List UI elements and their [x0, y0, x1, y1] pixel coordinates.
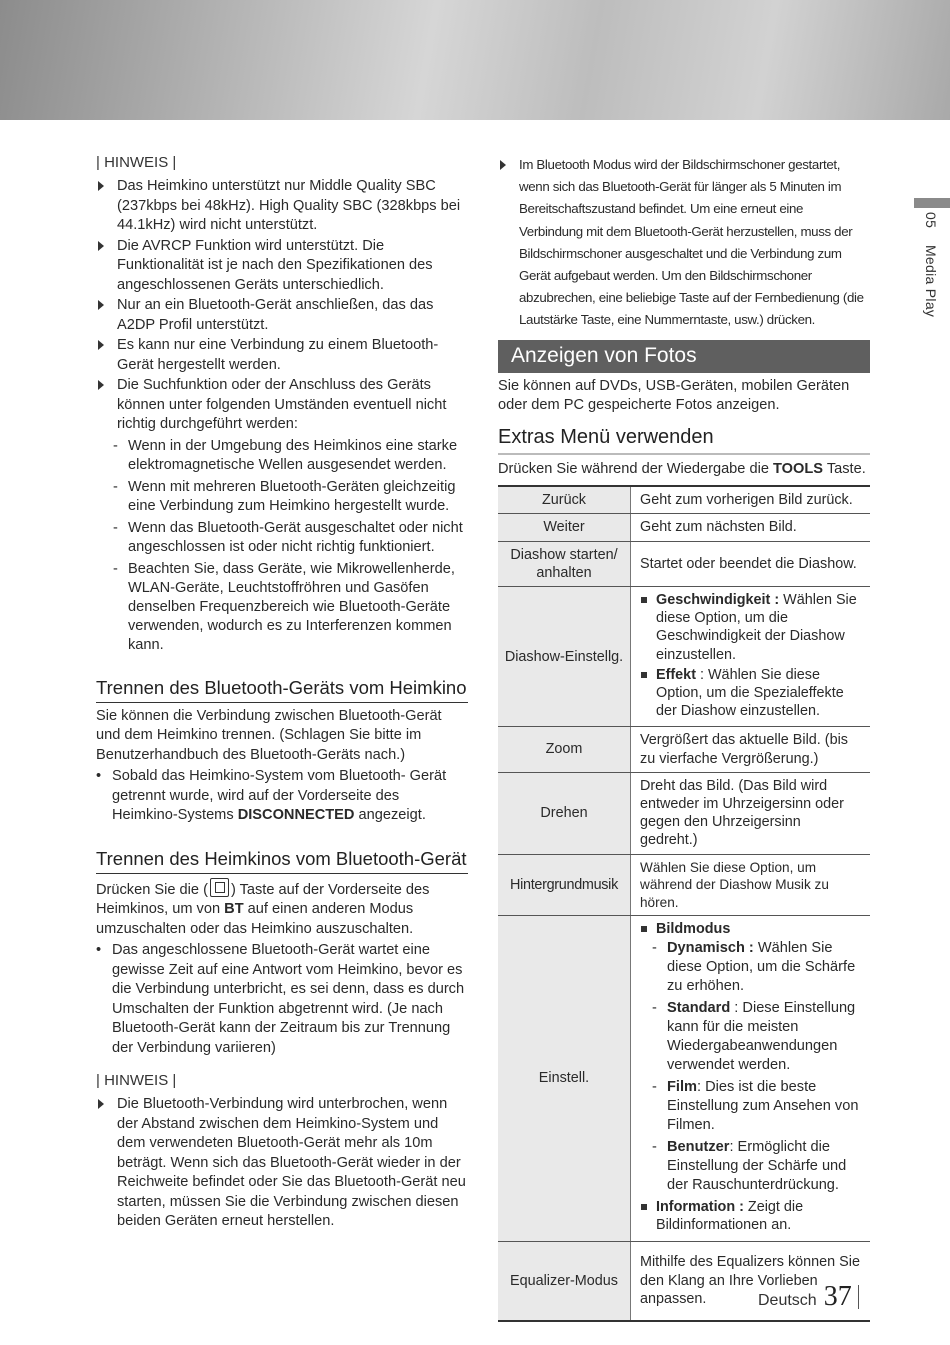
section-title-disconnect-homecinema: Trennen des Heimkinos vom Bluetooth-Gerät: [96, 848, 468, 874]
table-key: Drehen: [498, 772, 631, 854]
note-item: Das Heimkino unterstützt nur Middle Quality SBC (237kbps bei 48kHz). High Quality SBC (328kbps bei 44.1kHz) wird nicht unterstützt.: [96, 177, 468, 236]
left-column: [96, 154, 468, 1233]
table-key: Weiter: [498, 514, 631, 541]
table-row: [498, 854, 870, 916]
section-body: Drücken Sie die ( ) Taste auf der Vorderseite des Heimkinos, um von BT auf einen anderen Modus umzuschalten oder das Heimkino auszuschalten.: [96, 878, 468, 940]
arrow-icon: [98, 241, 104, 251]
condition-item: - Wenn in der Umgebung des Heimkinos eine starke elektromagnetische Wellen ausgesendet werden.: [113, 437, 458, 473]
arrow-icon: [98, 1099, 104, 1109]
table-row: [498, 541, 870, 586]
section-banner-photos: Anzeigen von Fotos: [498, 340, 870, 373]
table-key: Diashow starten/ anhalten: [498, 541, 631, 586]
condition-item: - Beachten Sie, dass Geräte, wie Mikrowellenherde, WLAN-Geräte, Leuchtstoffröhren und Gasöfen denselben Frequenzbereich wie Bluetooth-Geräte verwenden, wodurch es zu Interferenzen kommen kann.: [113, 560, 455, 653]
square-bullet-icon: [641, 597, 647, 603]
mode-item: - Film: Dies ist die beste Einstellung zum Ansehen von Filmen.: [652, 1079, 859, 1134]
condition-item: - Wenn das Bluetooth-Gerät ausgeschaltet oder nicht angeschlossen ist oder nicht richtig funktioniert.: [113, 519, 463, 555]
mode-item: - Benutzer: Ermöglicht die Einstellung der Schärfe und der Rauschunterdrückung.: [652, 1139, 847, 1194]
table-key: Equalizer-Modus: [498, 1241, 631, 1321]
table-value: Dreht das Bild. (Das Bild wird entweder im Uhrzeigersinn oder gegen den Uhrzeigersinn gedreht.): [631, 772, 871, 854]
page-number: 37: [823, 1281, 852, 1312]
extras-menu-table: [498, 485, 870, 1322]
tools-label: TOOLS: [773, 460, 824, 477]
bullet-list: [96, 941, 468, 1058]
bullet-item: • Sobald das Heimkino-System vom Bluetooth- Gerät getrennt wurde, wird auf der Vorderseite des Heimkino-Systems DISCONNECTED angezeigt.: [96, 768, 447, 823]
mode-item: - Dynamisch : Wählen Sie diese Option, um die Schärfe zu erhöhen.: [652, 940, 856, 995]
square-bullet-icon: [641, 1204, 647, 1210]
section-body: Sie können die Verbindung zwischen Bluetooth-Gerät und dem Heimkino trennen. (Schlagen Sie bitte im Benutzerhandbuch des Bluetooth-Geräts nach.): [96, 707, 442, 763]
table-value: [631, 586, 871, 726]
note-item: Im Bluetooth Modus wird der Bildschirmschoner gestartet, wenn sich das Bluetooth-Gerät für länger als 5 Minuten im Bereitschaftszustand befindet. Um eine erneut eine Verbindung mit dem Bluetooth-Gerät herzustellen, muss der Bildschirmschoner ausgeschaltet und die Verbindung zum Gerät aufgebaut werden. Um den Bildschirmschoner abzubrechen, eine beliebige Taste auf der Fernbedienung (die Lautstärke Taste, eine Nummerntaste, usw.) drücken.: [498, 154, 870, 332]
chapter-tab-marker: [914, 198, 950, 208]
note-heading: | HINWEIS |: [96, 154, 177, 171]
option-item: Geschwindigkeit : Wählen Sie diese Option, um die Geschwindigkeit der Diashow einzustellen.: [640, 591, 861, 664]
chapter-side-label: [923, 212, 939, 317]
arrow-icon: [98, 300, 104, 310]
table-key: Diashow-Einstellg.: [498, 586, 631, 726]
page-footer: [758, 1281, 859, 1313]
table-value: Startet oder beendet die Diashow.: [631, 541, 871, 586]
note-list: [96, 1095, 468, 1232]
header-band: [0, 0, 950, 120]
table-value: [631, 916, 871, 1242]
table-row: [498, 772, 870, 854]
table-row: [498, 916, 870, 1242]
subsection-title-extras: Extras Menü verwenden: [498, 426, 870, 455]
table-key: Einstell.: [498, 916, 631, 1242]
table-value: Mithilfe des Equalizers können Sie den Klang an Ihre Vorlieben anpassen.: [631, 1241, 871, 1321]
option-item: Effekt : Wählen Sie diese Option, um die Spezialeffekte der Diashow einzustellen.: [640, 666, 861, 721]
right-column: [498, 154, 870, 1322]
extras-intro: Drücken Sie während der Wiedergabe die TOOLS Taste.: [498, 460, 866, 477]
arrow-icon: [98, 340, 104, 350]
function-button-icon: [210, 878, 229, 897]
chapter-number: 05: [923, 212, 939, 229]
table-value: Geht zum vorherigen Bild zurück.: [631, 486, 871, 514]
table-value: Geht zum nächsten Bild.: [631, 514, 871, 541]
mode-item: - Standard : Diese Einstellung kann für die meisten Wiedergabeanwendungen verwendet werden.: [652, 1000, 856, 1074]
arrow-icon: [500, 160, 506, 170]
arrow-icon: [98, 380, 104, 390]
option-item: Information : Zeigt die Bildinformationen an.: [640, 1198, 861, 1234]
option-item: Bildmodus - Dynamisch : Wählen Sie diese Option, um die Schärfe zu erhöhen. - Standard : Diese Einstellung kann für die meisten Wiedergabeanwendungen verwendet werden. - Film: Dies ist die beste Einstellung zum Ansehen von Filmen. - Benutzer: Ermöglicht die Einstellung der Schärfe und der Rauschunterdrückung.: [640, 920, 861, 1195]
table-row: [498, 486, 870, 514]
square-bullet-icon: [641, 926, 647, 932]
note-list: [498, 154, 870, 332]
table-key: Zoom: [498, 727, 631, 772]
section-body: Sie können auf DVDs, USB-Geräten, mobilen Geräten oder dem PC gespeicherte Fotos anzeigen.: [498, 377, 850, 414]
table-key: Hintergrundmusik: [498, 854, 631, 916]
note-heading: | HINWEIS |: [96, 1072, 177, 1089]
square-bullet-icon: [641, 672, 647, 678]
table-value: Vergrößert das aktuelle Bild. (bis zu vierfache Vergrößerung.): [631, 727, 871, 772]
note-item: Die AVRCP Funktion wird unterstützt. Die Funktionalität ist je nach den Spezifikationen des angeschlossenen Geräts unterschiedlich.: [96, 237, 468, 296]
note-list: [96, 177, 468, 655]
condition-list: [113, 437, 468, 655]
table-row: [498, 514, 870, 541]
section-title-disconnect-device: Trennen des Bluetooth-Geräts vom Heimkino: [96, 677, 468, 703]
bullet-item: • Das angeschlossene Bluetooth-Gerät wartet eine gewisse Zeit auf eine Antwort vom Heimkino, bevor es die Verbindung unterbricht, es sei denn, dass es durch Umschalten der Funktion abgetrennt wird. (Je nach Bluetooth-Gerät kann der Zeitraum bis zur Trennung der Verbindung variieren): [96, 942, 465, 1056]
arrow-icon: [98, 181, 104, 191]
condition-item: - Wenn mit mehreren Bluetooth-Geräten gleichzeitig eine Verbindung zum Heimkino hergestellt wurde.: [113, 478, 456, 514]
footer-language: Deutsch: [758, 1292, 817, 1309]
table-value: Wählen Sie diese Option, um während der Diashow Musik zu hören.: [631, 854, 871, 916]
footer-divider: [858, 1285, 859, 1309]
table-row: [498, 727, 870, 772]
disconnected-label: DISCONNECTED: [237, 807, 355, 823]
note-item: Nur an ein Bluetooth-Gerät anschließen, das das A2DP Profil unterstützt.: [96, 296, 468, 335]
note-item: Die Bluetooth-Verbindung wird unterbrochen, wenn der Abstand zwischen dem Heimkino-System und dem verwendeten Bluetooth-Gerät mehr als 10m beträgt. Wenn sich das Bluetooth-Gerät wieder in der Reichweite befindet oder Sie das Bluetooth-Gerät neu starten, müssen Sie die Verbindung zwischen diesen beiden Geräten erneut herstellen.: [96, 1095, 468, 1232]
table-key: Zurück: [498, 486, 631, 514]
table-row: [498, 586, 870, 726]
note-item: Die Suchfunktion oder der Anschluss des Geräts können unter folgenden Umständen eventuell nicht richtig durchgeführt werden: - Wenn in der Umgebung des Heimkinos eine starke elektromagnetische Wellen ausgesendet werden. - Wenn mit mehreren Bluetooth-Geräten gleichzeitig eine Verbindung zum Heimkino hergestellt wurde. - Wenn das Bluetooth-Gerät ausgeschaltet oder nicht angeschlossen ist oder nicht richtig funktioniert. - Beachten Sie, dass Geräte, wie Mikrowellenherde, WLAN-Geräte, Leuchtstoffröhren und Gasöfen denselben Frequenzbereich wie Bluetooth-Geräte verwenden, wodurch es zu Interferenzen kommen kann.: [96, 376, 468, 655]
chapter-title: Media Play: [923, 244, 939, 318]
bullet-list: [96, 767, 468, 826]
note-item: Es kann nur eine Verbindung zu einem Bluetooth-Gerät hergestellt werden.: [96, 336, 468, 375]
